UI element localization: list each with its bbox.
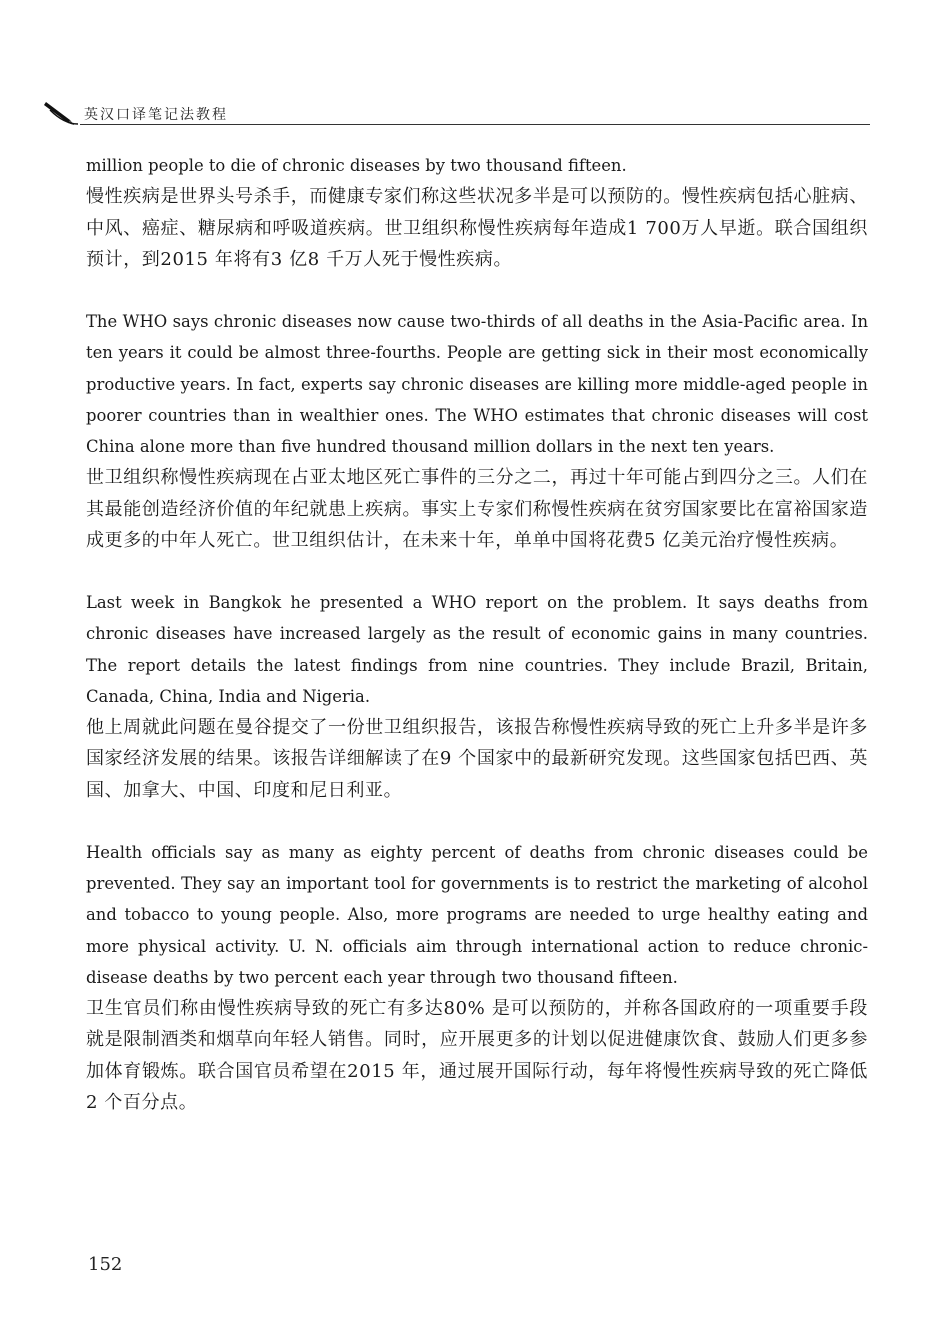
page-number: 152 [88, 1254, 123, 1275]
header-rule [80, 124, 870, 125]
english-paragraph: The WHO says chronic diseases now cause two-thirds of all deaths in the Asia-Pacific area. In ten years it could be almost three-fourths. People are getting sick in their most economically productive years. In fact, experts say chronic diseases are killing more middle-aged people in poorer countries than in wealthier ones. The WHO estimates that chronic diseases will cost China alone more than five hundred thousand million dollars in the next ten years. [86, 311, 868, 457]
paragraph-spacer [86, 556, 868, 587]
chinese-paragraph: 世卫组织称慢性疾病现在占亚太地区死亡事件的三分之二，再过十年可能占到四分之三。人们在其最能创造经济价值的年纪就患上疾病。事实上专家们称慢性疾病在贫穷国家要比在富裕国家造成更多的中年人死亡。世卫组织估计，在未来十年，单单中国将花费5 亿美元治疗慢性疾病。 [86, 467, 868, 551]
page-body [86, 150, 868, 1118]
paragraph-spacer [86, 275, 868, 306]
chinese-paragraph: 他上周就此问题在曼谷提交了一份世卫组织报告，该报告称慢性疾病导致的死亡上升多半是许多国家经济发展的结果。该报告详细解读了在9 个国家中的最新研究发现。这些国家包括巴西、英国、加拿大、中国、印度和尼日利亚。 [86, 717, 868, 801]
paragraph-spacer [86, 806, 868, 837]
english-paragraph: Last week in Bangkok he presented a WHO report on the problem. It says deaths from chronic diseases have increased largely as the result of economic gains in many countries. The report details the latest findings from nine countries. They include Brazil, Britain, Canada, China, India and Nigeria. [86, 593, 868, 706]
english-paragraph: Health officials say as many as eighty percent of deaths from chronic diseases could be prevented. They say an important tool for governments is to restrict the marketing of alcohol and tobacco to young people. Also, more programs are needed to urge healthy eating and more physical activity. U. N. officials aim through international action to reduce chronic-disease deaths by two percent each year through two thousand fifteen. [86, 842, 868, 987]
running-header [44, 98, 870, 128]
pen-icon [44, 98, 80, 126]
chinese-paragraph: 慢性疾病是世界头号杀手，而健康专家们称这些状况多半是可以预防的。慢性疾病包括心脏病、中风、癌症、糖尿病和呼吸道疾病。世卫组织称慢性疾病每年造成1 700万人早逝。联合国组织预计，到2015 年将有3 亿8 千万人死于慢性疾病。 [86, 186, 868, 270]
english-paragraph: million people to die of chronic diseases by two thousand fifteen. [86, 156, 627, 175]
book-title: 英汉口译笔记法教程 [84, 107, 228, 123]
chinese-paragraph: 卫生官员们称由慢性疾病导致的死亡有多达80% 是可以预防的，并称各国政府的一项重要手段就是限制酒类和烟草向年轻人销售。同时，应开展更多的计划以促进健康饮食、鼓励人们更多参加体育锻炼。联合国官员希望在2015 年，通过展开国际行动，每年将慢性疾病导致的死亡降低2 个百分点。 [86, 998, 868, 1113]
